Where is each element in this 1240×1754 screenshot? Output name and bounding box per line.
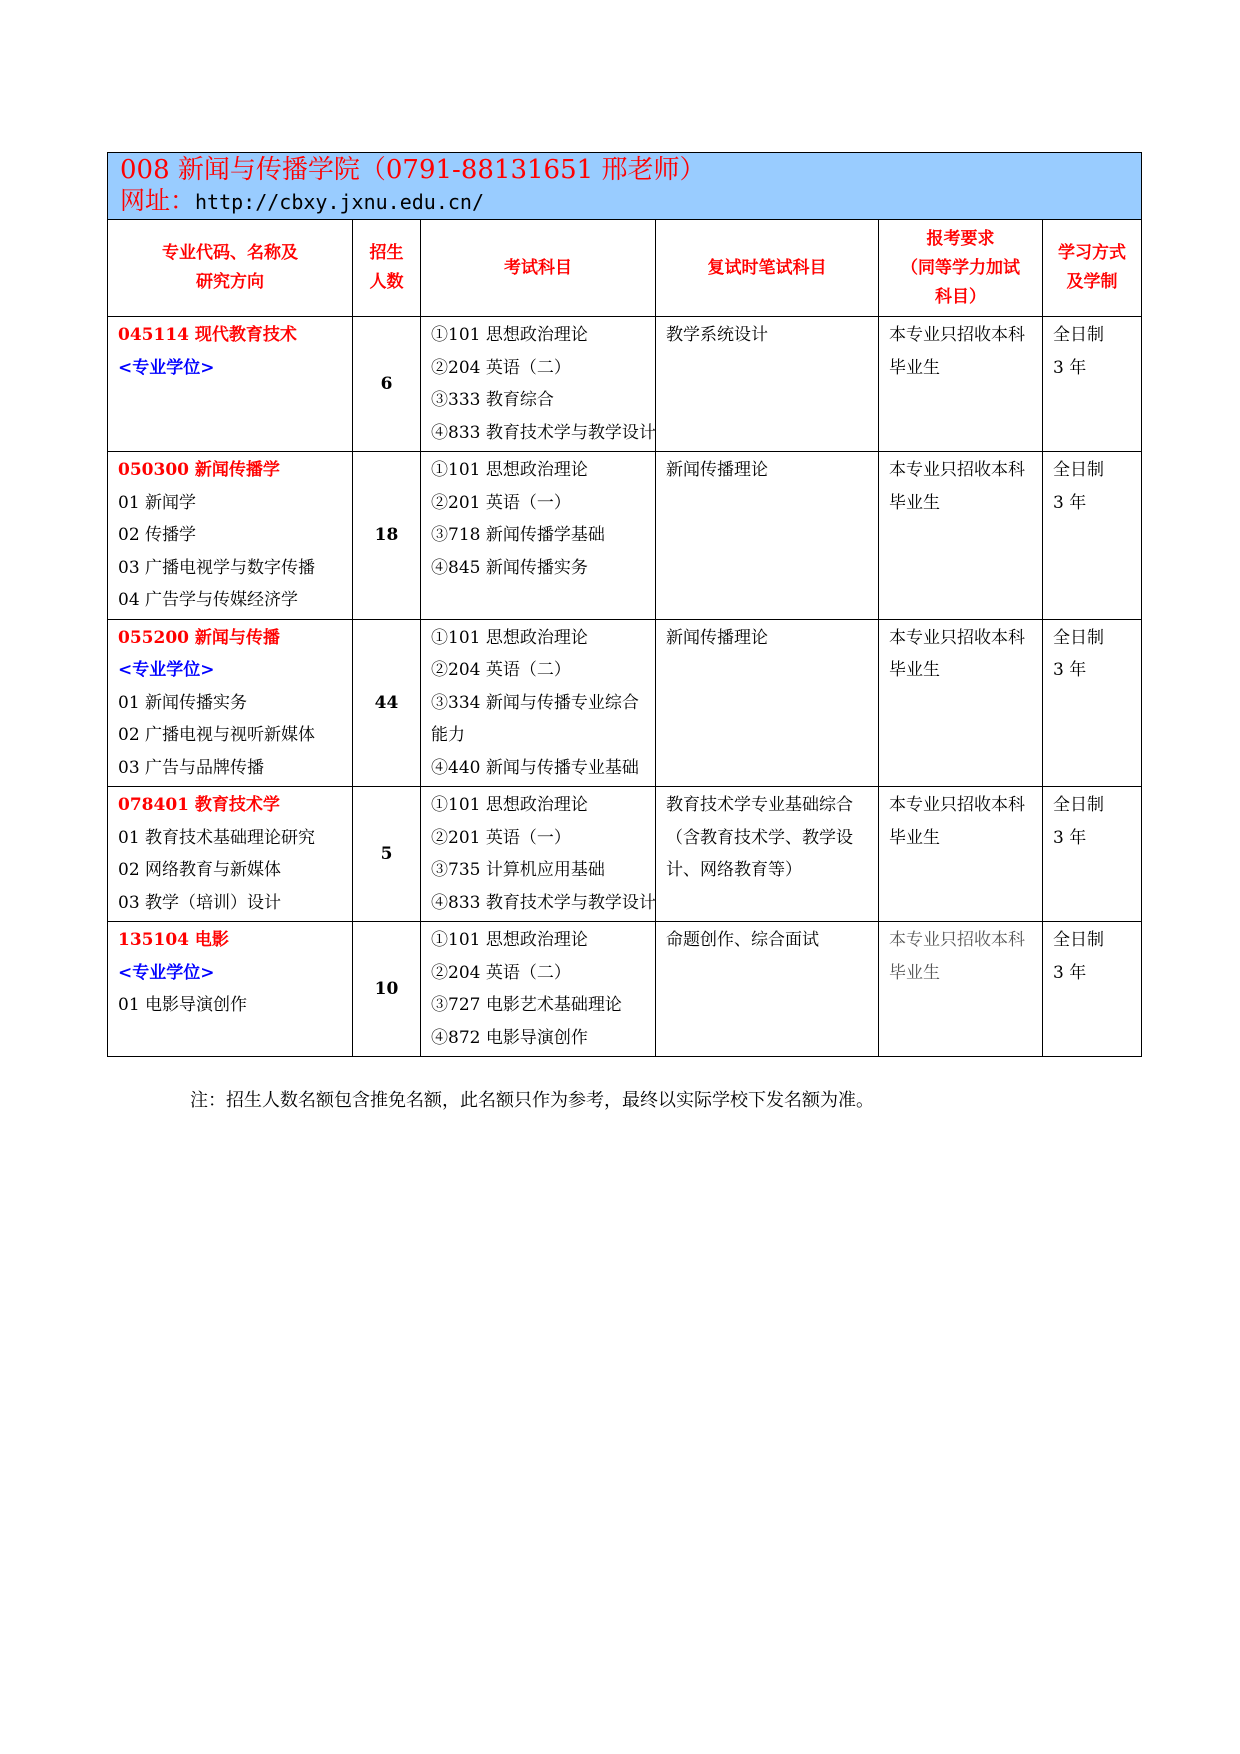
admission-table [107, 152, 1142, 1057]
col-header-major: 专业代码、名称及 研究方向 [108, 220, 353, 317]
exam-subjects-cell: ①101 思想政治理论 ②204 英语（二） ③727 电影艺术基础理论 ④872 电影导演创作 [421, 922, 656, 1057]
requirement: 本专业只招收本科毕业生 [879, 317, 1043, 452]
enrollment-count: 6 [353, 317, 421, 452]
column-header-row [108, 220, 1142, 317]
requirement: 本专业只招收本科毕业生 [879, 787, 1043, 922]
major-cell [108, 787, 353, 922]
table-row [108, 787, 1142, 922]
retest-subject: 新闻传播理论 [656, 452, 879, 620]
major-code: 055200 新闻与传播 [118, 627, 280, 648]
study-mode: 全日制 3 年 [1043, 922, 1142, 1057]
degree-type: <专业学位> [118, 962, 215, 983]
table-row [108, 317, 1142, 452]
requirement: 本专业只招收本科毕业生 [879, 922, 1043, 1057]
table-row [108, 452, 1142, 620]
research-direction: 03 教学（培训）设计 [118, 892, 282, 913]
col-header-exam: 考试科目 [421, 220, 656, 317]
study-mode: 全日制 3 年 [1043, 619, 1142, 787]
enrollment-count: 10 [353, 922, 421, 1057]
retest-subject: 新闻传播理论 [656, 619, 879, 787]
retest-subject: 教育技术学专业基础综合（含教育技术学、教学设计、网络教育等） [656, 787, 879, 922]
research-direction: 02 传播学 [118, 525, 197, 545]
exam-subjects-cell: ①101 思想政治理论 ②204 英语（二） ③334 新闻与传播专业综合能力 ④440 新闻与传播专业基础 [421, 619, 656, 787]
research-direction: 01 新闻传播实务 [118, 692, 248, 713]
table-row [108, 922, 1142, 1057]
research-direction: 01 新闻学 [118, 492, 197, 513]
research-direction: 01 电影导演创作 [118, 995, 248, 1015]
study-mode: 全日制 3 年 [1043, 317, 1142, 452]
major-code: 045114 现代教育技术 [118, 325, 297, 345]
requirement: 本专业只招收本科毕业生 [879, 619, 1043, 787]
major-code: 078401 教育技术学 [118, 795, 280, 815]
col-header-requirement: 报考要求 （同等学力加试 科目） [879, 220, 1043, 317]
major-cell [108, 619, 353, 787]
retest-subject: 教学系统设计 [656, 317, 879, 452]
requirement: 本专业只招收本科毕业生 [879, 452, 1043, 620]
table-row [108, 619, 1142, 787]
research-direction: 02 广播电视与视听新媒体 [118, 725, 316, 745]
enrollment-count: 18 [353, 452, 421, 620]
enrollment-count: 44 [353, 619, 421, 787]
college-title: 008 新闻与传播学院（0791-88131651 邢老师） [120, 155, 706, 185]
retest-subject: 命题创作、综合面试 [656, 922, 879, 1057]
major-code: 135104 电影 [118, 930, 229, 950]
study-mode: 全日制 3 年 [1043, 787, 1142, 922]
degree-type: <专业学位> [118, 357, 215, 378]
col-header-retest: 复试时笔试科目 [656, 220, 879, 317]
research-direction: 03 广告与品牌传播 [118, 757, 265, 778]
enrollment-count: 5 [353, 787, 421, 922]
major-cell [108, 922, 353, 1057]
research-direction: 04 广告学与传媒经济学 [118, 590, 299, 610]
exam-subjects-cell: ①101 思想政治理论 ②201 英语（一） ③735 计算机应用基础 ④833 教育技术学与教学设计 [421, 787, 656, 922]
degree-type: <专业学位> [118, 660, 215, 680]
footnote: 注：招生人数名额包含推免名额，此名额只作为参考，最终以实际学校下发名额为准。 [190, 1090, 874, 1111]
research-direction: 01 教育技术基础理论研究 [118, 827, 316, 848]
table-title-cell [108, 153, 1142, 220]
website-link[interactable]: http://cbxy.jxnu.edu.cn/ [195, 190, 484, 214]
col-header-mode: 学习方式 及学制 [1043, 220, 1142, 317]
exam-subjects-cell: ①101 思想政治理论 ②204 英语（二） ③333 教育综合 ④833 教育技术学与教学设计 [421, 317, 656, 452]
col-header-count: 招生 人数 [353, 220, 421, 317]
major-code: 050300 新闻传播学 [118, 460, 280, 480]
research-direction: 02 网络教育与新媒体 [118, 860, 282, 880]
research-direction: 03 广播电视学与数字传播 [118, 557, 316, 578]
major-cell [108, 317, 353, 452]
exam-subjects-cell: ①101 思想政治理论 ②201 英语（一） ③718 新闻传播学基础 ④845 新闻传播实务 [421, 452, 656, 620]
url-label: 网址： [120, 186, 196, 215]
study-mode: 全日制 3 年 [1043, 452, 1142, 620]
major-cell [108, 452, 353, 620]
url-line [120, 186, 1129, 218]
